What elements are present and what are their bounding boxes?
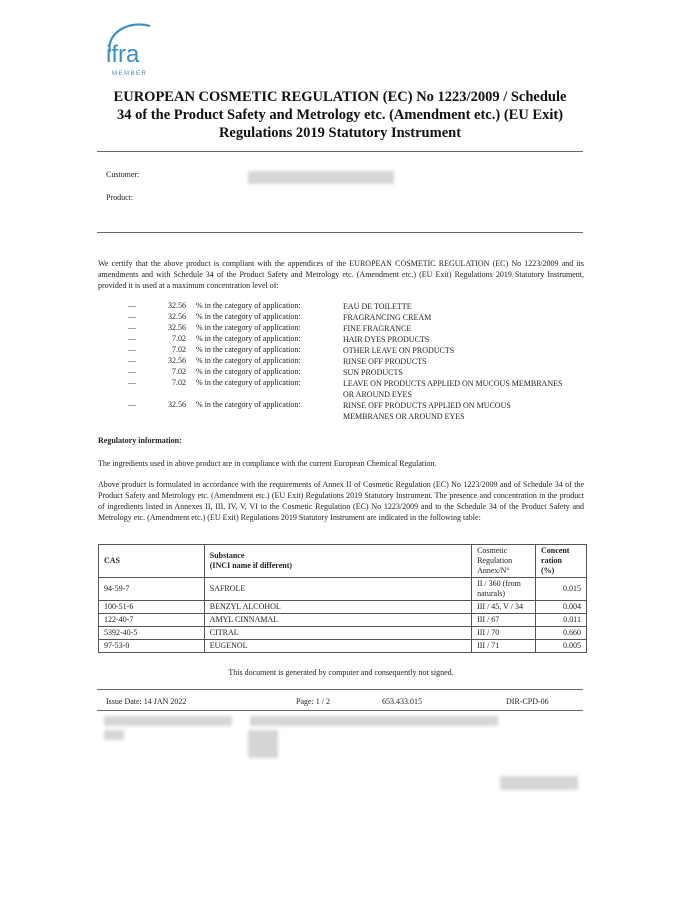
ifra-logo: [100, 18, 166, 78]
divider: [97, 710, 583, 711]
concentration-cell: 0.015: [536, 578, 587, 601]
cas-cell: 5392-40-5: [99, 627, 205, 640]
redacted-block: [104, 716, 232, 726]
concentration-value: 7.02: [172, 345, 186, 354]
customer-value-redacted: [248, 171, 394, 184]
dash: —: [128, 356, 136, 365]
customer-label: Customer:: [106, 170, 140, 179]
concentration-value: 32.56: [168, 400, 186, 409]
divider: [97, 689, 583, 690]
annex-cell: II / 360 (from naturals): [472, 578, 536, 601]
substance-cell: CITRAL: [204, 627, 471, 640]
concentration-cell: 0.005: [536, 640, 587, 653]
cas-cell: 122-40-7: [99, 614, 205, 627]
concentration-header: Concent ration (%): [536, 545, 587, 578]
application-name: EAU DE TOILETTE: [343, 302, 412, 311]
redacted-block: [104, 730, 124, 740]
category-label: % in the category of application:: [196, 378, 301, 387]
category-label: % in the category of application:: [196, 334, 301, 343]
regulatory-heading: Regulatory information:: [98, 436, 182, 445]
redacted-block: [248, 730, 278, 758]
annex-cell: III / 45, V / 34: [472, 601, 536, 614]
table-row: [99, 614, 587, 627]
annex-paragraph: Above product is formulated in accordance with the requirements of Annex II of Cosmetic Regulation (EC) No 1223/2009 and of Schedule 34 of the Product Safety and Metrology etc. (Amendment etc.) (EU Exit) Regulations 2019 Statutory Instrument. The presence and concentration in the product of ingredients listed in Annexes II, III, IV, V, VI to the Cosmetic Regulation (EC) No 1223/2009 and to the Schedule 34 of the Product Safety and Metrology etc. (Amendment etc.) (EU Exit) Regulations 2019 Statutory Instrument are indicated in the following table:: [98, 480, 584, 522]
category-label: % in the category of application:: [196, 312, 301, 321]
cas-cell: 97-53-0: [99, 640, 205, 653]
substance-cell: EUGENOL: [204, 640, 471, 653]
concentration-value: 7.02: [172, 334, 186, 343]
dash: —: [128, 367, 136, 376]
category-label: % in the category of application:: [196, 367, 301, 376]
concentration-value: 32.56: [168, 323, 186, 332]
substance-cell: BENZYL ALCOHOL: [204, 601, 471, 614]
concentration-cell: 0.011: [536, 614, 587, 627]
substance-cell: SAFROLE: [204, 578, 471, 601]
chemical-paragraph: The ingredients used in above product are in compliance with the current European Chemical Regulation.: [98, 459, 437, 468]
table-row: [99, 640, 587, 653]
concentration-value: 7.02: [172, 367, 186, 376]
substance-header: Substance (INCI name if different): [204, 545, 471, 578]
annex-cell: III / 67: [472, 614, 536, 627]
page-number: Page: 1 / 2: [296, 697, 330, 706]
concentration-value: 7.02: [172, 378, 186, 387]
logo-wordmark: ifra: [106, 41, 140, 68]
annex-header: Cosmetic Regulation Annex/N°: [472, 545, 536, 578]
product-label: Product:: [106, 193, 134, 202]
cas-header: CAS: [99, 545, 205, 578]
application-name: LEAVE ON PRODUCTS APPLIED ON MUCOUS MEMBRANES OR AROUND EYES: [343, 379, 563, 399]
table-header-row: [99, 545, 587, 578]
title-line: EUROPEAN COSMETIC REGULATION (EC) No 1223/2009 / Schedule: [113, 89, 567, 105]
issue-date: Issue Date: 14 JAN 2022: [106, 697, 187, 706]
dash: —: [128, 323, 136, 332]
concentration-value: 32.56: [168, 301, 186, 310]
application-name: FINE FRAGRANCE: [343, 324, 412, 333]
dash: —: [128, 312, 136, 321]
category-label: % in the category of application:: [196, 301, 301, 310]
category-label: % in the category of application:: [196, 400, 301, 409]
document-code: 653.433.015: [382, 697, 422, 706]
application-name: HAIR DYES PRODUCTS: [343, 335, 430, 344]
dash: —: [128, 301, 136, 310]
concentration-cell: 0.660: [536, 627, 587, 640]
substance-cell: AMYL CINNAMAL: [204, 614, 471, 627]
title-line: Regulations 2019 Statutory Instrument: [218, 125, 462, 141]
application-name: OTHER LEAVE ON PRODUCTS: [343, 346, 455, 355]
document-title: [60, 88, 620, 142]
generated-note: This document is generated by computer and consequently not signed.: [228, 668, 454, 677]
document-id: DIR-CPD-06: [506, 697, 549, 706]
table-row: [99, 627, 587, 640]
redacted-block: [500, 776, 578, 790]
title-line: 34 of the Product Safety and Metrology etc. (Amendment etc.) (EU Exit): [116, 107, 564, 123]
annex-cell: III / 70: [472, 627, 536, 640]
table-row: [99, 578, 587, 601]
logo-subtext: MEMBER: [112, 71, 148, 77]
cas-cell: 94-59-7: [99, 578, 205, 601]
divider: [97, 151, 583, 152]
redacted-block: [250, 716, 498, 726]
annex-cell: III / 71: [472, 640, 536, 653]
category-label: % in the category of application:: [196, 323, 301, 332]
category-label: % in the category of application:: [196, 356, 301, 365]
dash: —: [128, 345, 136, 354]
dash: —: [128, 334, 136, 343]
application-name: FRAGRANCING CREAM: [343, 313, 432, 322]
application-name: RINSE OFF PRODUCTS APPLIED ON MUCOUS MEMBRANES OR AROUND EYES: [343, 401, 511, 421]
application-name: RINSE OFF PRODUCTS: [343, 357, 427, 366]
divider: [97, 232, 583, 233]
dash: —: [128, 400, 136, 409]
substances-table: [98, 544, 587, 653]
category-label: % in the category of application:: [196, 345, 301, 354]
concentration-value: 32.56: [168, 312, 186, 321]
cas-cell: 100-51-6: [99, 601, 205, 614]
concentration-value: 32.56: [168, 356, 186, 365]
dash: —: [128, 378, 136, 387]
concentration-cell: 0.004: [536, 601, 587, 614]
certify-paragraph: We certify that the above product is compliant with the appendices of the EUROPEAN COSMETIC REGULATION (EC) No 1223/2009 and its amendments and with Schedule 34 of the Product Safety and Metrology etc. (Amendment etc.) (EU Exit) Regulations 2019 Statutory Instrument, provided it is used at a maximum concentration level of:: [98, 259, 584, 290]
table-row: [99, 601, 587, 614]
application-name: SUN PRODUCTS: [343, 368, 403, 377]
